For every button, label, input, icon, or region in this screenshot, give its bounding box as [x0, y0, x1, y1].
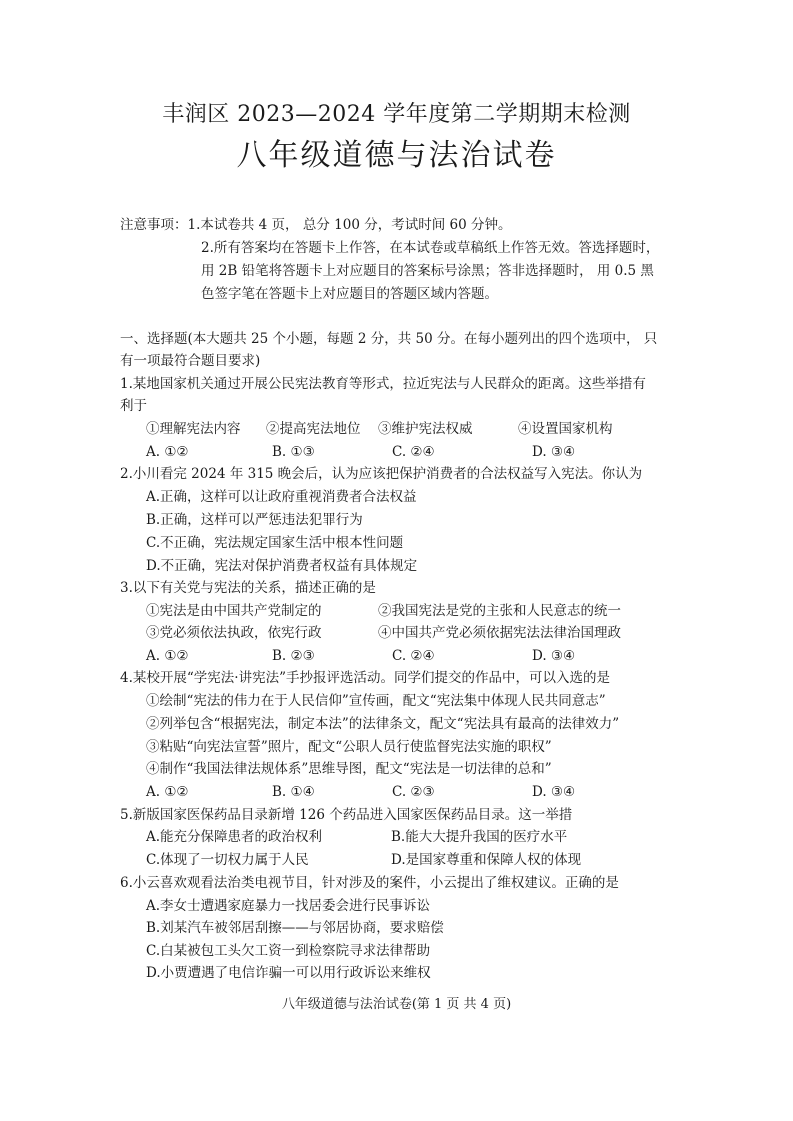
- q4-item-3: ③粘贴“向宪法宣誓”照片，配文“公职人员行使监督宪法实施的职权”: [146, 739, 552, 755]
- q4-choice-b: B. ①④: [272, 784, 315, 800]
- q4-item-1: ①绘制“宪法的伟力在于人民信仰”宣传画，配文“宪法集中体现人民共同意志”: [146, 693, 606, 709]
- q5-option-c: C.体现了一切权力属于人民: [146, 852, 309, 868]
- q5-stem: 5.新版国家医保药品目录新增 126 个药品进入国家医保药品目录。这一举措: [120, 807, 573, 823]
- q3-choice-b: B. ②③: [272, 648, 315, 664]
- notice-item-2-line-1: 2.所有答案均在答题卡上作答，在本试卷或草稿纸上作答无效。答选择题时，: [201, 240, 660, 256]
- q5-option-d: D.是国家尊重和保障人权的体现: [391, 852, 582, 868]
- q6-option-a: A.李女士遭遇家庭暴力一找居委会进行民事诉讼: [146, 898, 431, 914]
- exam-title-subject: 八年级道德与法治试卷: [236, 138, 557, 173]
- section-heading-line-2: 有一项最符合题目要求): [120, 353, 261, 369]
- q1-stem-line-1: 1.某地国家机关通过开展公民宪法教育等形式，拉近宪法与人民群众的距离。这些举措有: [120, 376, 646, 392]
- q3-item-2: ②我国宪法是党的主张和人民意志的统一: [378, 603, 621, 619]
- q4-item-4: ④制作“我国法律法规体系”思维导图，配文“宪法是一切法律的总和”: [146, 761, 552, 777]
- q4-choice-a: A. ①②: [146, 784, 189, 800]
- q2-option-c: C.不正确，宪法规定国家生活中根本性问题: [146, 535, 404, 551]
- q1-item-1: ①理解宪法内容: [146, 421, 241, 437]
- q3-stem: 3.以下有关党与宪法的关系，描述正确的是: [120, 580, 376, 596]
- q1-item-3: ③维护宪法权威: [378, 421, 473, 437]
- q1-stem-line-2: 利于: [120, 398, 147, 414]
- q6-option-b: B.刘某汽车被邻居刮擦——与邻居协商，要求赔偿: [146, 920, 444, 936]
- q3-item-4: ④中国共产党必须依据宪法法律治国理政: [378, 625, 621, 641]
- q3-choice-d: D. ③④: [532, 648, 576, 664]
- exam-title-district: 丰润区 2023—2024 学年度第二学期期末检测: [162, 102, 631, 127]
- page-footer: 八年级道德与法治试卷(第 1 页 共 4 页): [281, 997, 512, 1012]
- notice-item-2-line-3: 色签字笔在答题卡上对应题目的答题区域内答题。: [201, 286, 498, 302]
- q1-choice-b: B. ①③: [272, 444, 315, 460]
- q2-option-d: D.不正确，宪法对保护消费者权益有具体规定: [146, 558, 418, 574]
- q6-stem: 6.小云喜欢观看法治类电视节目，针对涉及的案件，小云提出了维权建议。正确的是: [120, 875, 619, 891]
- section-heading-line-1: 一、选择题(本大题共 25 个小题，每题 2 分，共 50 分。在每小题列出的四个选项中， 只: [120, 331, 658, 347]
- q4-stem: 4.某校开展“学宪法·讲宪法”手抄报评选活动。同学们提交的作品中，可以入选的是: [120, 670, 610, 686]
- q3-choice-a: A. ①②: [146, 648, 189, 664]
- notice-label: 注意事项：: [120, 217, 188, 233]
- q1-choice-c: C. ②④: [392, 444, 435, 460]
- q6-option-d: D.小贾遭遇了电信诈骗一可以用行政诉讼来维权: [146, 965, 431, 981]
- q5-option-b: B.能大大提升我国的医疗水平: [391, 829, 568, 845]
- q4-choice-d: D. ③④: [532, 784, 576, 800]
- q3-choice-c: C. ②④: [392, 648, 435, 664]
- q6-option-c: C.白某被包工头欠工资一到检察院寻求法律帮助: [146, 943, 431, 959]
- q2-option-a: A.正确，这样可以让政府重视消费者合法权益: [146, 489, 417, 505]
- q2-stem: 2.小川看完 2024 年 315 晚会后，认为应该把保护消费者的合法权益写入宪法。你认为: [120, 466, 643, 482]
- q5-option-a: A.能充分保障患者的政治权利: [146, 829, 323, 845]
- q1-item-2: ②提高宪法地位: [266, 421, 361, 437]
- q2-option-b: B.正确，这样可以严惩违法犯罪行为: [146, 512, 363, 528]
- q3-item-1: ①宪法是由中国共产党制定的: [146, 603, 322, 619]
- q1-choice-d: D. ③④: [532, 444, 576, 460]
- q4-item-2: ②列举包含“根据宪法，制定本法”的法律条文，配文“宪法具有最高的法律效力”: [146, 716, 620, 732]
- notice-item-2-line-2: 用 2B 铅笔将答题卡上对应题目的答案标号涂黑；答非选择题时， 用 0.5 黑: [201, 263, 654, 279]
- q3-item-3: ③党必须依法执政，依宪行政: [146, 625, 322, 641]
- notice-item-1: 1.本试卷共 4 页， 总分 100 分，考试时间 60 分钟。: [187, 217, 512, 233]
- q1-choice-a: A. ①②: [146, 444, 189, 460]
- q1-item-4: ④设置国家机构: [518, 421, 613, 437]
- q4-choice-c: C. ②③: [392, 784, 435, 800]
- notice-line-1: [120, 215, 511, 235]
